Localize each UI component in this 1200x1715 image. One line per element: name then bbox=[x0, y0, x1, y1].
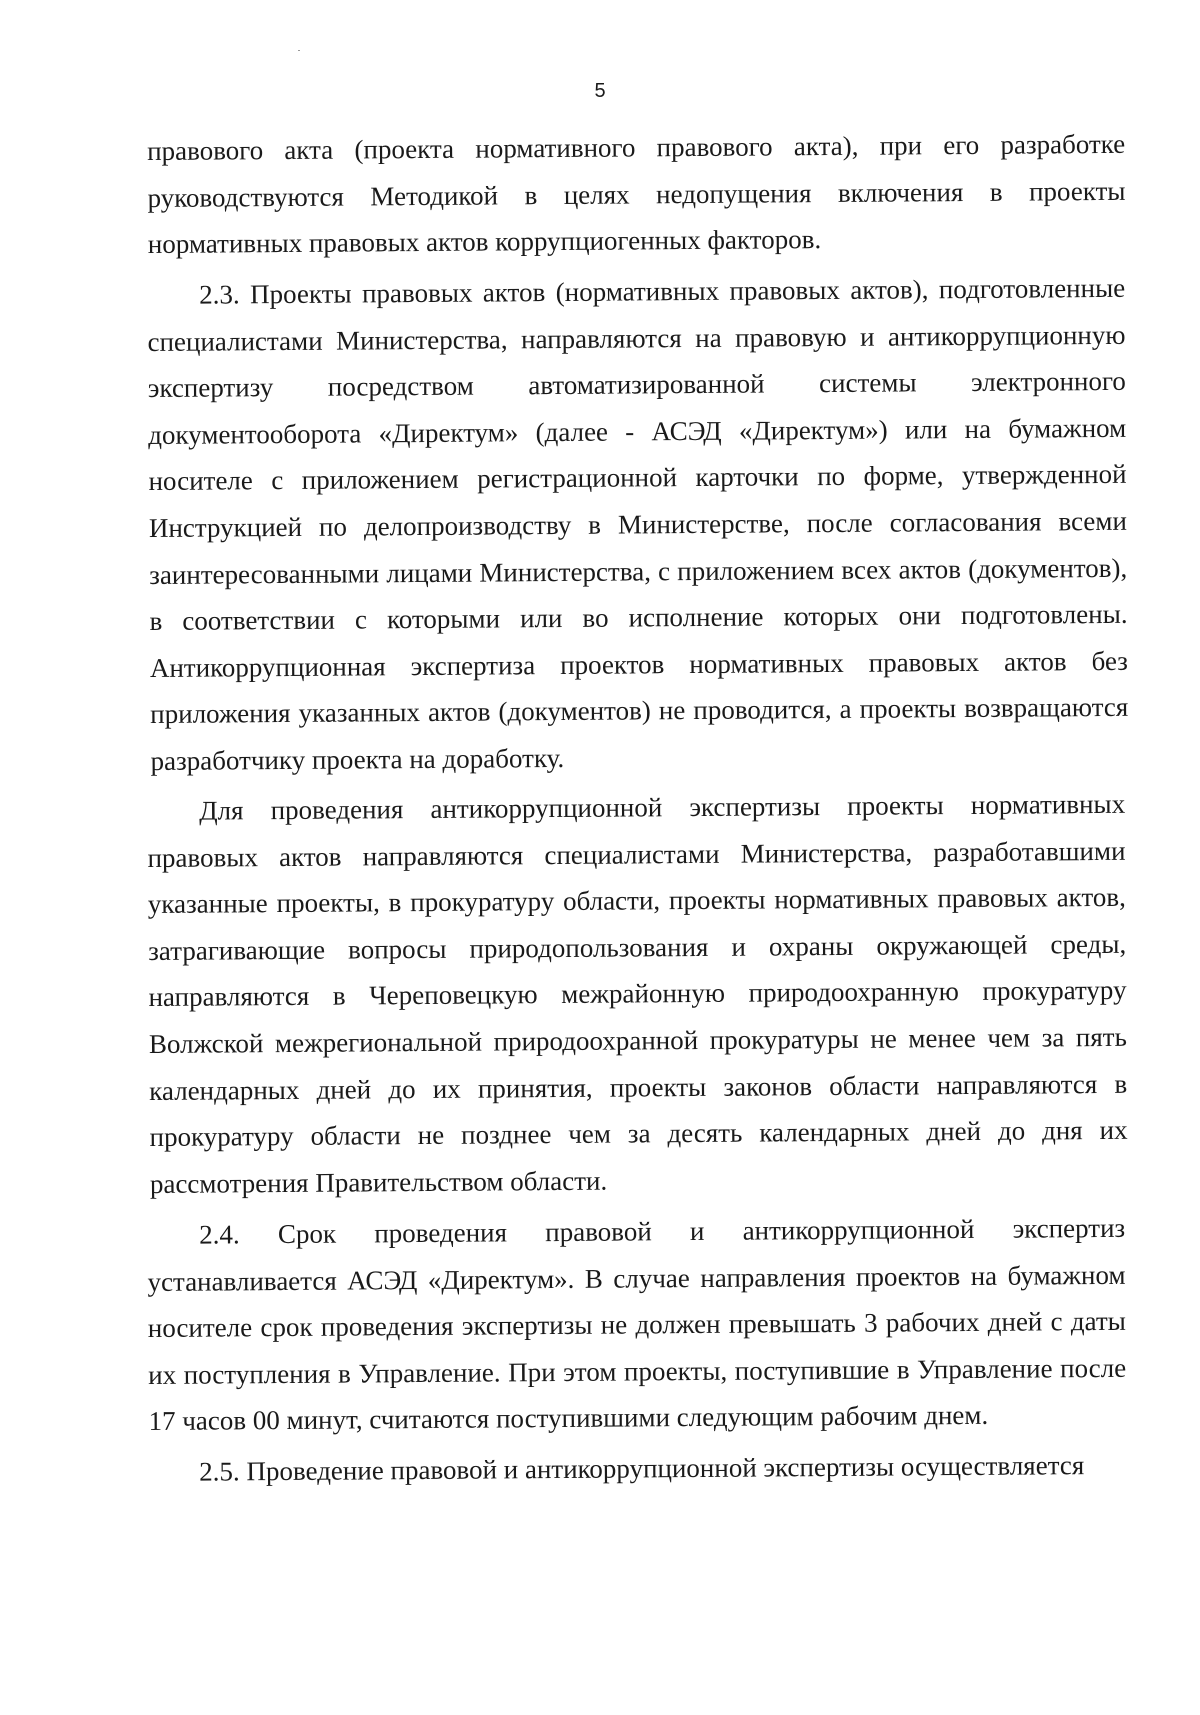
paragraph-2-3: 2.3. Проекты правовых актов (нормативных правовых актов), подготовленные специалистами Министерства, направляются на правовую и антикоррупционную экспертизу посредством автоматизированной системы электронного документооборота «Директум» (далее - АСЭД «Директум») или на бумажном носителе с приложением регистрационной карточки по форме, утвержденной Инструкцией по делопроизводству в Министерстве, после согласования всеми заинтересованными лицами Министерства, с приложением всех актов (документов), в соответствии с которыми или во исполнение которых они подготовлены. Антикоррупционная экспертиза проектов нормативных правовых актов без приложения указанных актов (документов) не проводится, а проекты возвращаются разработчику проекта на доработку. bbox=[147, 272, 1129, 776]
paragraph-continuation: правового акта (проекта нормативного правового акта), при его разработке руководствуются Методикой в целях недопущения включения в проекты нормативных правовых актов коррупциогенных факторов. bbox=[147, 128, 1126, 260]
page-number: 5 bbox=[594, 80, 606, 102]
paragraph-2-4: 2.4. Срок проведения правовой и антикоррупционной экспертиз устанавливается АСЭД «Директум». В случае направления проектов на бумажном носителе срок проведения экспертизы не должен превышать 3 рабочих дней с даты их поступления в Управление. При этом проекты, поступившие в Управление после 17 часов 00 минут, считаются поступившими следующим рабочим днем. bbox=[147, 1212, 1127, 1437]
paragraph-expertise-procedure: Для проведения антикоррупционной экспертизы проекты нормативных правовых актов направляются специалистами Министерства, разработавшими указанные проекты, в прокуратуру области, проекты нормативных правовых актов, затрагивающие вопросы природопользования и охраны окружающей среды, направляются в Череповецкую межрайонную природоохранную прокуратуру Волжской межрегиональной природоохранной прокуратуры не менее чем за пять календарных дней до их принятия, проекты законов области направляются в прокуратуру области не позднее чем за десять календарных дней до дня их рассмотрения Правительством области. bbox=[147, 789, 1128, 1200]
scan-speck bbox=[298, 50, 300, 51]
paragraph-2-5: 2.5. Проведение правовой и антикоррупционной экспертизы осуществляется bbox=[199, 1449, 1085, 1487]
document-body bbox=[147, 128, 1129, 1499]
